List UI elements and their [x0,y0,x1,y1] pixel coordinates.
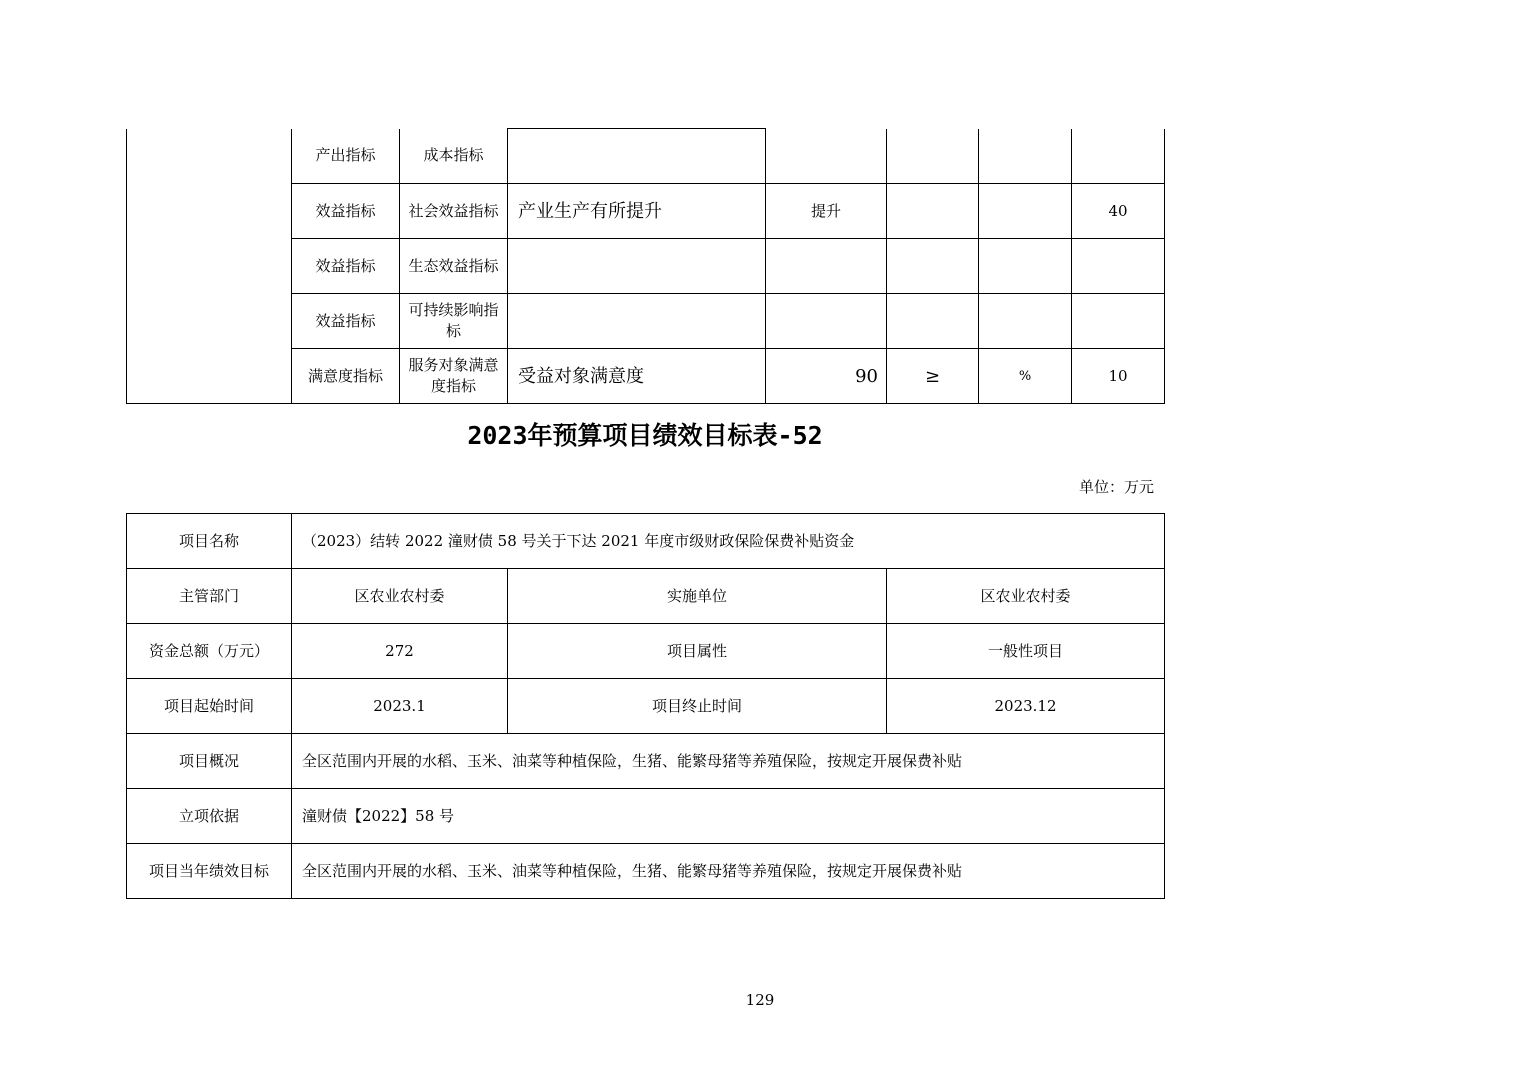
dept-value: 区农业农村委 [292,569,508,624]
goal-value: 全区范围内开展的水稻、玉米、油菜等种植保险，生猪、能繁母猪等养殖保险，按规定开展保费补贴 [292,844,1165,899]
start-time-label: 项目起始时间 [127,679,292,734]
end-time-value: 2023.12 [887,679,1165,734]
indicator-operator: ≥ [887,349,979,404]
page-title: 2023年预算项目绩效目标表-52 [467,421,823,450]
level2-indicator: 成本指标 [400,129,508,184]
indicator-weight [1072,294,1165,349]
indicator-operator [887,294,979,349]
indicator-value [766,129,887,184]
indicator-value [766,294,887,349]
unit-label: 单位：万元 [1078,478,1154,496]
level2-indicator: 社会效益指标 [400,184,508,239]
table-row [127,624,1165,679]
dept-label: 主管部门 [127,569,292,624]
impl-unit-value: 区农业农村委 [887,569,1165,624]
indicator-unit [979,239,1072,294]
indicator-content [508,294,766,349]
indicator-unit [979,294,1072,349]
indicator-table-continued [126,128,1165,404]
goal-label: 项目当年绩效目标 [127,844,292,899]
table-row [127,679,1165,734]
basis-value: 潼财债【2022】58 号 [292,789,1165,844]
indicator-content: 受益对象满意度 [508,349,766,404]
table-row [127,514,1165,569]
start-time-value: 2023.1 [292,679,508,734]
indicator-value: 提升 [766,184,887,239]
level1-indicator: 效益指标 [292,294,400,349]
indicator-operator [887,184,979,239]
level1-indicator: 效益指标 [292,184,400,239]
table-row [127,844,1165,899]
level2-indicator: 服务对象满意度指标 [400,349,508,404]
table-row [127,569,1165,624]
table-row [127,789,1165,844]
indicator-value [766,239,887,294]
end-time-label: 项目终止时间 [508,679,887,734]
indicator-operator [887,129,979,184]
overview-label: 项目概况 [127,734,292,789]
indicator-content: 产业生产有所提升 [508,184,766,239]
project-attr-value: 一般性项目 [887,624,1165,679]
table-row [127,734,1165,789]
project-name-label: 项目名称 [127,514,292,569]
indicator-weight: 40 [1072,184,1165,239]
level1-indicator: 满意度指标 [292,349,400,404]
project-attr-label: 项目属性 [508,624,887,679]
indicator-content [508,129,766,184]
table-row [127,129,1165,184]
indicator-weight [1072,239,1165,294]
impl-unit-label: 实施单位 [508,569,887,624]
indicator-value: 90 [766,349,887,404]
indicator-unit [979,184,1072,239]
indicator-weight: 10 [1072,349,1165,404]
amount-label: 资金总额（万元） [127,624,292,679]
amount-value: 272 [292,624,508,679]
indicator-unit: % [979,349,1072,404]
level1-indicator: 产出指标 [292,129,400,184]
level1-indicator: 效益指标 [292,239,400,294]
project-name-value: （2023）结转 2022 潼财债 58 号关于下达 2021 年度市级财政保险保费补贴资金 [292,514,1165,569]
indicator-operator [887,239,979,294]
level2-indicator: 可持续影响指标 [400,294,508,349]
project-info-table [126,513,1165,899]
overview-value: 全区范围内开展的水稻、玉米、油菜等种植保险，生猪、能繁母猪等养殖保险，按规定开展保费补贴 [292,734,1165,789]
level2-indicator: 生态效益指标 [400,239,508,294]
basis-label: 立项依据 [127,789,292,844]
indicator-weight [1072,129,1165,184]
indicator-unit [979,129,1072,184]
blank-cell [127,129,292,404]
indicator-content [508,239,766,294]
page-number: 129 [745,991,775,1009]
